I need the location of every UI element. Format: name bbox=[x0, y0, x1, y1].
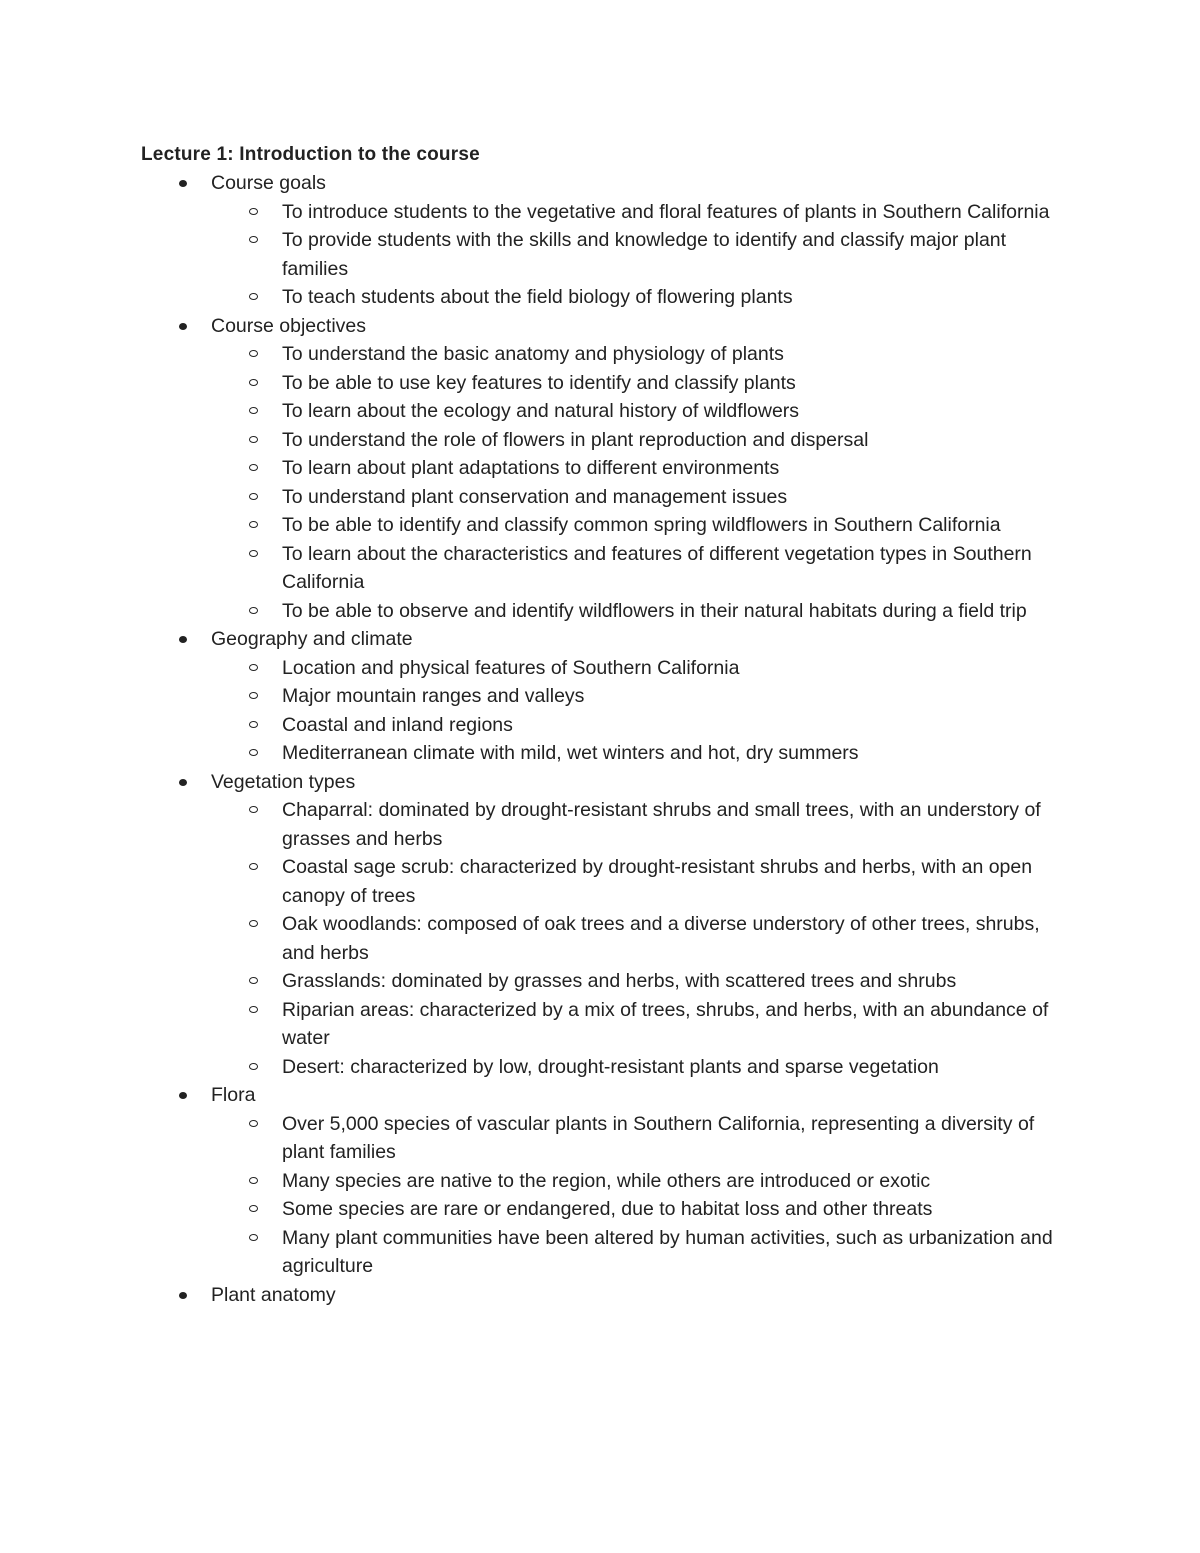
hollow-bullet-icon bbox=[249, 664, 258, 671]
list-item-text: To teach students about the field biology of flowering plants bbox=[282, 286, 793, 308]
list-item-text: Oak woodlands: composed of oak trees and a diverse understory of other trees, shrubs, and herbs bbox=[282, 913, 1040, 964]
hollow-bullet-icon bbox=[249, 436, 258, 443]
section-heading: Plant anatomy bbox=[211, 1283, 336, 1306]
hollow-bullet-icon bbox=[249, 236, 258, 243]
list-item-text: Mediterranean climate with mild, wet winters and hot, dry summers bbox=[282, 742, 859, 764]
hollow-bullet-icon bbox=[249, 1177, 258, 1184]
hollow-bullet-icon bbox=[249, 1006, 258, 1013]
filled-bullet-icon bbox=[179, 1292, 187, 1299]
list-item-text: To understand the role of flowers in plant reproduction and dispersal bbox=[282, 428, 869, 451]
list-item-text: To introduce students to the vegetative and floral features of plants in Southern California bbox=[282, 200, 1050, 223]
section-heading: Vegetation types bbox=[211, 770, 356, 793]
list-item bbox=[211, 597, 1071, 626]
filled-bullet-icon bbox=[179, 1092, 187, 1099]
list-item-text: To understand the basic anatomy and physiology of plants bbox=[282, 343, 784, 365]
list-item-text: Desert: characterized by low, drought-resistant plants and sparse vegetation bbox=[282, 1055, 939, 1078]
list-item bbox=[211, 796, 1071, 853]
list-item-text: To learn about plant adaptations to different environments bbox=[282, 457, 780, 479]
hollow-bullet-icon bbox=[249, 293, 258, 300]
list-item bbox=[211, 996, 1071, 1053]
sub-item-list bbox=[211, 340, 1071, 625]
section-heading: Geography and climate bbox=[211, 628, 413, 650]
outline-section bbox=[141, 625, 1071, 768]
list-item-text: To learn about the ecology and natural history of wildflowers bbox=[282, 400, 800, 422]
hollow-bullet-icon bbox=[249, 521, 258, 528]
filled-bullet-icon bbox=[179, 636, 187, 643]
list-item-text: To understand plant conservation and management issues bbox=[282, 485, 788, 508]
hollow-bullet-icon bbox=[249, 721, 258, 728]
hollow-bullet-icon bbox=[249, 920, 258, 927]
sub-item-list bbox=[211, 198, 1071, 312]
list-item-text: Many plant communities have been altered by human activities, such as urbanization and agriculture bbox=[282, 1226, 1053, 1277]
outline-section bbox=[141, 1081, 1071, 1281]
hollow-bullet-icon bbox=[249, 464, 258, 471]
hollow-bullet-icon bbox=[249, 350, 258, 357]
filled-bullet-icon bbox=[179, 779, 187, 786]
list-item-text: Location and physical features of Southern California bbox=[282, 656, 740, 679]
list-item-text: Major mountain ranges and valleys bbox=[282, 685, 585, 707]
list-item bbox=[211, 483, 1071, 512]
sub-item-list bbox=[211, 654, 1071, 768]
hollow-bullet-icon bbox=[249, 806, 258, 813]
hollow-bullet-icon bbox=[249, 692, 258, 699]
list-item-text: Coastal and inland regions bbox=[282, 713, 513, 736]
list-item bbox=[211, 283, 1071, 312]
hollow-bullet-icon bbox=[249, 208, 258, 215]
hollow-bullet-icon bbox=[249, 379, 258, 386]
hollow-bullet-icon bbox=[249, 1205, 258, 1212]
list-item bbox=[211, 1053, 1071, 1082]
list-item-text: To learn about the characteristics and features of different vegetation types in Southern California bbox=[282, 542, 1032, 593]
page-title: Lecture 1: Introduction to the course bbox=[141, 144, 480, 165]
outline-section bbox=[141, 312, 1071, 626]
hollow-bullet-icon bbox=[249, 977, 258, 984]
hollow-bullet-icon bbox=[249, 607, 258, 614]
hollow-bullet-icon bbox=[249, 493, 258, 500]
section-heading: Course goals bbox=[211, 172, 326, 194]
list-item bbox=[211, 397, 1071, 426]
list-item-text: Riparian areas: characterized by a mix of trees, shrubs, and herbs, with an abundance of water bbox=[282, 998, 1049, 1049]
list-item-text: To be able to observe and identify wildflowers in their natural habitats during a field trip bbox=[282, 599, 1027, 622]
list-item bbox=[211, 967, 1071, 996]
filled-bullet-icon bbox=[179, 180, 187, 187]
list-item bbox=[211, 711, 1071, 740]
list-item bbox=[211, 540, 1071, 597]
list-item-text: To be able to use key features to identify and classify plants bbox=[282, 371, 796, 394]
hollow-bullet-icon bbox=[249, 407, 258, 414]
section-heading: Course objectives bbox=[211, 314, 366, 337]
hollow-bullet-icon bbox=[249, 749, 258, 756]
lecture-outline bbox=[141, 169, 1071, 1309]
outline-section bbox=[141, 768, 1071, 1082]
outline-section bbox=[141, 1281, 1071, 1310]
hollow-bullet-icon bbox=[249, 550, 258, 557]
sub-item-list bbox=[211, 796, 1071, 1081]
list-item-text: Grasslands: dominated by grasses and herbs, with scattered trees and shrubs bbox=[282, 970, 957, 992]
list-item bbox=[211, 340, 1071, 369]
section-heading: Flora bbox=[211, 1084, 256, 1106]
list-item bbox=[211, 910, 1071, 967]
list-item bbox=[211, 369, 1071, 398]
hollow-bullet-icon bbox=[249, 1234, 258, 1241]
list-item bbox=[211, 739, 1071, 768]
list-item-text: Chaparral: dominated by drought-resistant shrubs and small trees, with an understory of grasses and herbs bbox=[282, 799, 1041, 850]
list-item bbox=[211, 1224, 1071, 1281]
list-item-text: To be able to identify and classify common spring wildflowers in Southern California bbox=[282, 514, 1001, 536]
sub-item-list bbox=[211, 1110, 1071, 1281]
list-item bbox=[211, 426, 1071, 455]
list-item-text: Many species are native to the region, while others are introduced or exotic bbox=[282, 1169, 931, 1192]
list-item bbox=[211, 1167, 1071, 1196]
list-item bbox=[211, 654, 1071, 683]
filled-bullet-icon bbox=[179, 323, 187, 330]
list-item bbox=[211, 1195, 1071, 1224]
list-item bbox=[211, 682, 1071, 711]
list-item bbox=[211, 1110, 1071, 1167]
list-item bbox=[211, 198, 1071, 227]
list-item-text: Over 5,000 species of vascular plants in Southern California, representing a diversity of plant families bbox=[282, 1112, 1035, 1163]
hollow-bullet-icon bbox=[249, 1063, 258, 1070]
list-item bbox=[211, 454, 1071, 483]
list-item-text: Some species are rare or endangered, due to habitat loss and other threats bbox=[282, 1198, 933, 1220]
list-item bbox=[211, 511, 1071, 540]
list-item bbox=[211, 226, 1071, 283]
list-item-text: To provide students with the skills and knowledge to identify and classify major plant families bbox=[282, 229, 1007, 280]
list-item-text: Coastal sage scrub: characterized by drought-resistant shrubs and herbs, with an open canopy of trees bbox=[282, 856, 1033, 907]
outline-section bbox=[141, 169, 1071, 312]
hollow-bullet-icon bbox=[249, 1120, 258, 1127]
hollow-bullet-icon bbox=[249, 863, 258, 870]
list-item bbox=[211, 853, 1071, 910]
